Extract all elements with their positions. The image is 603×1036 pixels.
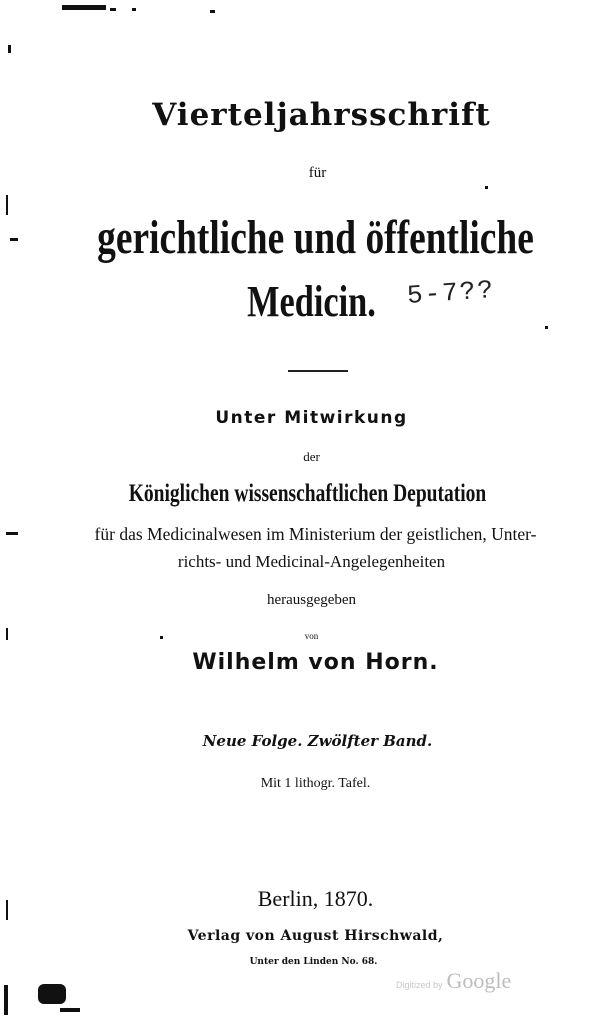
ministry-line-1: für das Medicinalwesen im Ministerium der geistlichen, Unter- [94,524,537,544]
scan-mark [132,8,136,11]
google-logo: Google [446,968,512,993]
plate-note: Mit 1 lithogr. Tafel. [260,776,371,791]
divider-rule [288,370,348,372]
journal-title: Vierteljahrsschrift [152,97,491,133]
cooperation-heading: Unter Mitwirkung [215,408,408,428]
journal-subject-medicin: Medicin. [247,277,376,326]
scan-mark [4,985,8,1015]
imprint-publisher: Verlag von August Hirschwald, [187,928,444,944]
published-by-label: herausgegeben [266,592,357,608]
von-label: von [304,631,319,641]
article-der: der [303,449,320,464]
scan-mark [60,1008,80,1012]
imprint-city-year: Berlin, 1870. [257,886,374,911]
scan-mark [38,984,66,1004]
scan-mark [6,900,8,920]
scan-mark [10,238,18,241]
ministry-line-2: richts- und Medicinal-Angelegenheiten [177,552,446,571]
watermark-prefix: Digitized by [396,980,443,990]
scan-mark [6,628,8,640]
editor-name: Wilhelm von Horn. [192,650,439,675]
google-watermark [396,968,511,994]
imprint-address: Unter den Linden No. 68. [249,957,378,967]
scan-mark [545,326,548,329]
scan-mark [210,10,215,13]
scan-mark [6,195,8,215]
journal-subject: gerichtliche und öffentliche [97,211,534,264]
scan-mark [8,45,11,53]
scan-mark [485,186,488,189]
title-fuer: für [308,165,327,181]
handwritten-annotation: 5-7?? [406,274,496,312]
scan-mark [110,8,116,11]
deputation-name: Königlichen wissenschaftlichen Deputation [128,480,487,507]
scan-mark [62,5,106,10]
volume-series: Neue Folge. Zwölfter Band. [202,732,433,750]
